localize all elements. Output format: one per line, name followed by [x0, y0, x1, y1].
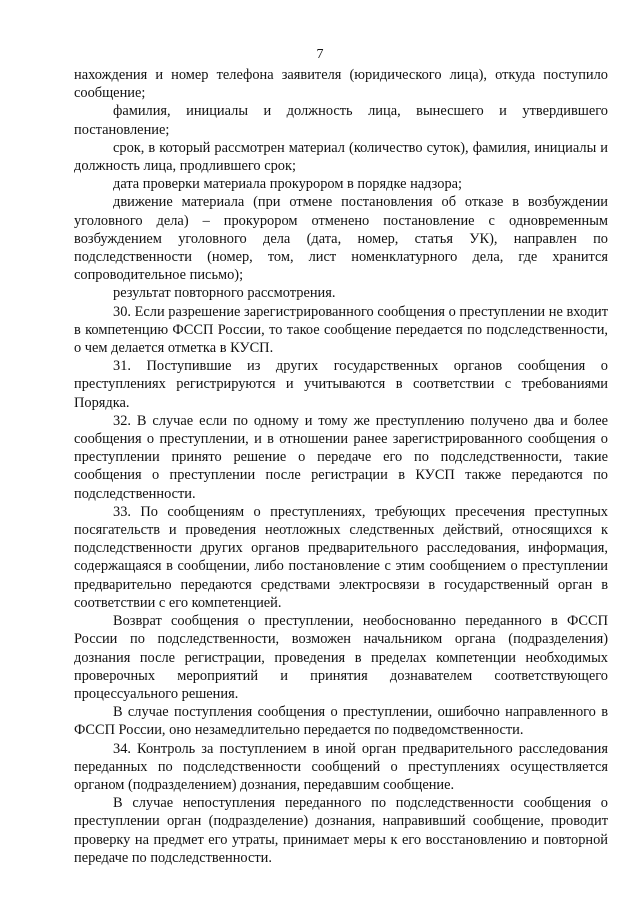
paragraph: 30. Если разрешение зарегистрированного сообщения о преступлении не входит в компетенцию ФССП России, то такое сообщение передается по подследственности, о чем делается отметка в КУСП.	[74, 303, 608, 357]
paragraph: В случае поступления сообщения о преступлении, ошибочно направленного в ФССП России, оно незамедлительно передается по подведомственности.	[74, 704, 608, 739]
paragraph: движение материала (при отмене постановления об отказе в возбуждении уголовного дела) – прокурором отменено постановление с одновременным возбуждением уголовного дела (дата, номер, статья УК), направлен по подследственности (номер, том, лист номенклатурного дела, где хранится сопроводительное письмо);	[74, 194, 608, 284]
paragraph: срок, в который рассмотрен материал (количество суток), фамилия, инициалы и должность лица, продлившего срок;	[74, 139, 608, 175]
paragraph: нахождения и номер телефона заявителя (юридического лица), откуда поступило сообщение;	[74, 67, 608, 102]
paragraph: фамилия, инициалы и должность лица, вынесшего и утвердившего постановление;	[74, 103, 608, 138]
paragraph: 32. В случае если по одному и тому же преступлению получено два и более сообщения о преступлении, и в отношении ранее зарегистрированного сообщения о преступлении принято решение о передаче его по подследственности, такие сообщения о преступлении после регистрации в КУСП также передаются по подследственности.	[74, 412, 608, 502]
paragraph: дата проверки материала прокурором в порядке надзора;	[113, 176, 463, 193]
document-body	[74, 66, 608, 867]
paragraph: В случае непоступления переданного по подследственности сообщения о преступлении орган (подразделение) дознания, направивший сообщение, проводит проверку на предмет его утраты, принимает меры к его восстановлению и повторной передаче по подследственности.	[74, 795, 608, 866]
paragraph: 33. По сообщениям о преступлениях, требующих пресечения преступных посягательств и проведения неотложных следственных действий, относящихся к подследственности других органов предварительного расследования, информация, содержащаяся в сообщении, либо постановление с этим сообщением о преступлении предварительно передаются средствами электросвязи в государственный орган в соответствии с его компетенцией.	[74, 503, 608, 611]
paragraph: 31. Поступившие из других государственных органов сообщения о преступлениях регистрируются и учитываются в соответствии с требованиями Порядка.	[74, 358, 608, 411]
paragraph: результат повторного рассмотрения.	[113, 285, 336, 302]
paragraph: 34. Контроль за поступлением в иной орган предварительного расследования переданных по подследственности сообщений о преступлениях осуществляется органом (подразделением) дознания, передавшим сообщение.	[74, 740, 608, 793]
page-number: 7	[316, 47, 324, 62]
paragraph: Возврат сообщения о преступлении, необоснованно переданного в ФССП России по подследственности, возможен начальником органа (подразделения) дознания после регистрации, проведения в пределах компетенции необходимых проверочных мероприятий и принятия дознавателем соответствующего процессуального решения.	[74, 613, 608, 702]
